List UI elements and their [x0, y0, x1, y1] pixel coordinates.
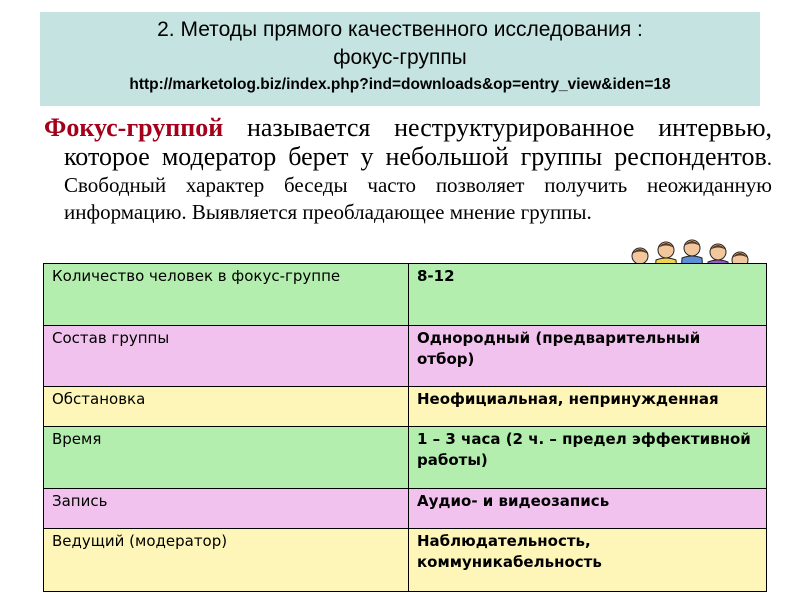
slide-title-line2: фокус-группы [333, 46, 467, 69]
row-value: 8-12 [409, 264, 767, 326]
defined-term: Фокус-группой [44, 113, 224, 142]
row-value: 1 – 3 часа (2 ч. – предел эффективной работы) [409, 427, 767, 489]
row-label: Состав группы [44, 326, 409, 387]
row-value: Однородный (предварительный отбор) [409, 326, 767, 387]
focus-group-parameters-table [43, 263, 767, 592]
row-label: Количество человек в фокус-группе [44, 264, 409, 326]
slide-title-line1: 2. Методы прямого качественного исследования : [157, 18, 643, 41]
intro-sentence1: называется неструктурированное интервью, которое модератор берет у небольшой группы респондентов [64, 113, 772, 171]
intro-paragraph [44, 114, 772, 226]
table-row [44, 264, 767, 326]
table-row [44, 387, 767, 427]
intro-sentence2: . Свободный характер беседы часто позволяет получить неожиданную информацию. Выявляется преобладающее мнение группы. [64, 146, 772, 224]
row-value: Неофициальная, непринужденная [409, 387, 767, 427]
table-row [44, 326, 767, 387]
table-row [44, 529, 767, 592]
source-url: http://marketolog.biz/index.php?ind=downloads&op=entry_view&iden=18 [129, 76, 671, 93]
row-value: Наблюдательность, коммуникабельность [409, 529, 767, 592]
row-value: Аудио- и видеозапись [409, 489, 767, 529]
row-label: Обстановка [44, 387, 409, 427]
table-row [44, 427, 767, 489]
row-label: Запись [44, 489, 409, 529]
row-label: Ведущий (модератор) [44, 529, 409, 592]
table-row [44, 489, 767, 529]
row-label: Время [44, 427, 409, 489]
slide-title-box [40, 12, 760, 106]
